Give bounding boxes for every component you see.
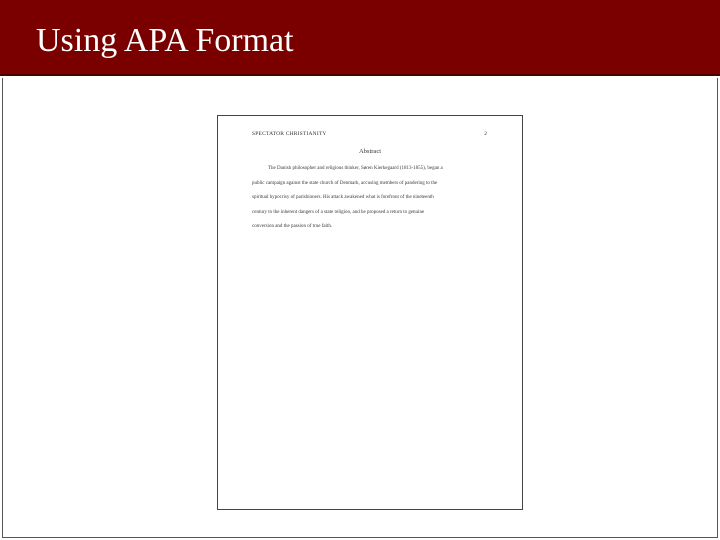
abstract-line: spiritual hypocrisy of parishioners. His attack awakened what is forefront of the nineteenth (252, 195, 434, 200)
document-page-image (217, 115, 523, 510)
title-bar (0, 0, 720, 76)
running-head: SPECTATOR CHRISTIANITY (252, 131, 327, 137)
abstract-heading: Abstract (358, 148, 382, 155)
abstract-line: public campaign against the state church of Denmark, accusing members of pandering to the (252, 180, 438, 186)
page-number: 2 (484, 131, 487, 137)
slide-title: Using APA Format (36, 22, 294, 59)
abstract-body (252, 162, 492, 235)
abstract-line: The Danish philosopher and religious thinker, Søren Kierkegaard (1813-1855), began a (268, 166, 443, 171)
abstract-line: century to the inherent dangers of a state religion, and he proposed a return to genuine (252, 209, 425, 215)
abstract-line: conversion and the passion of true faith. (252, 224, 333, 229)
